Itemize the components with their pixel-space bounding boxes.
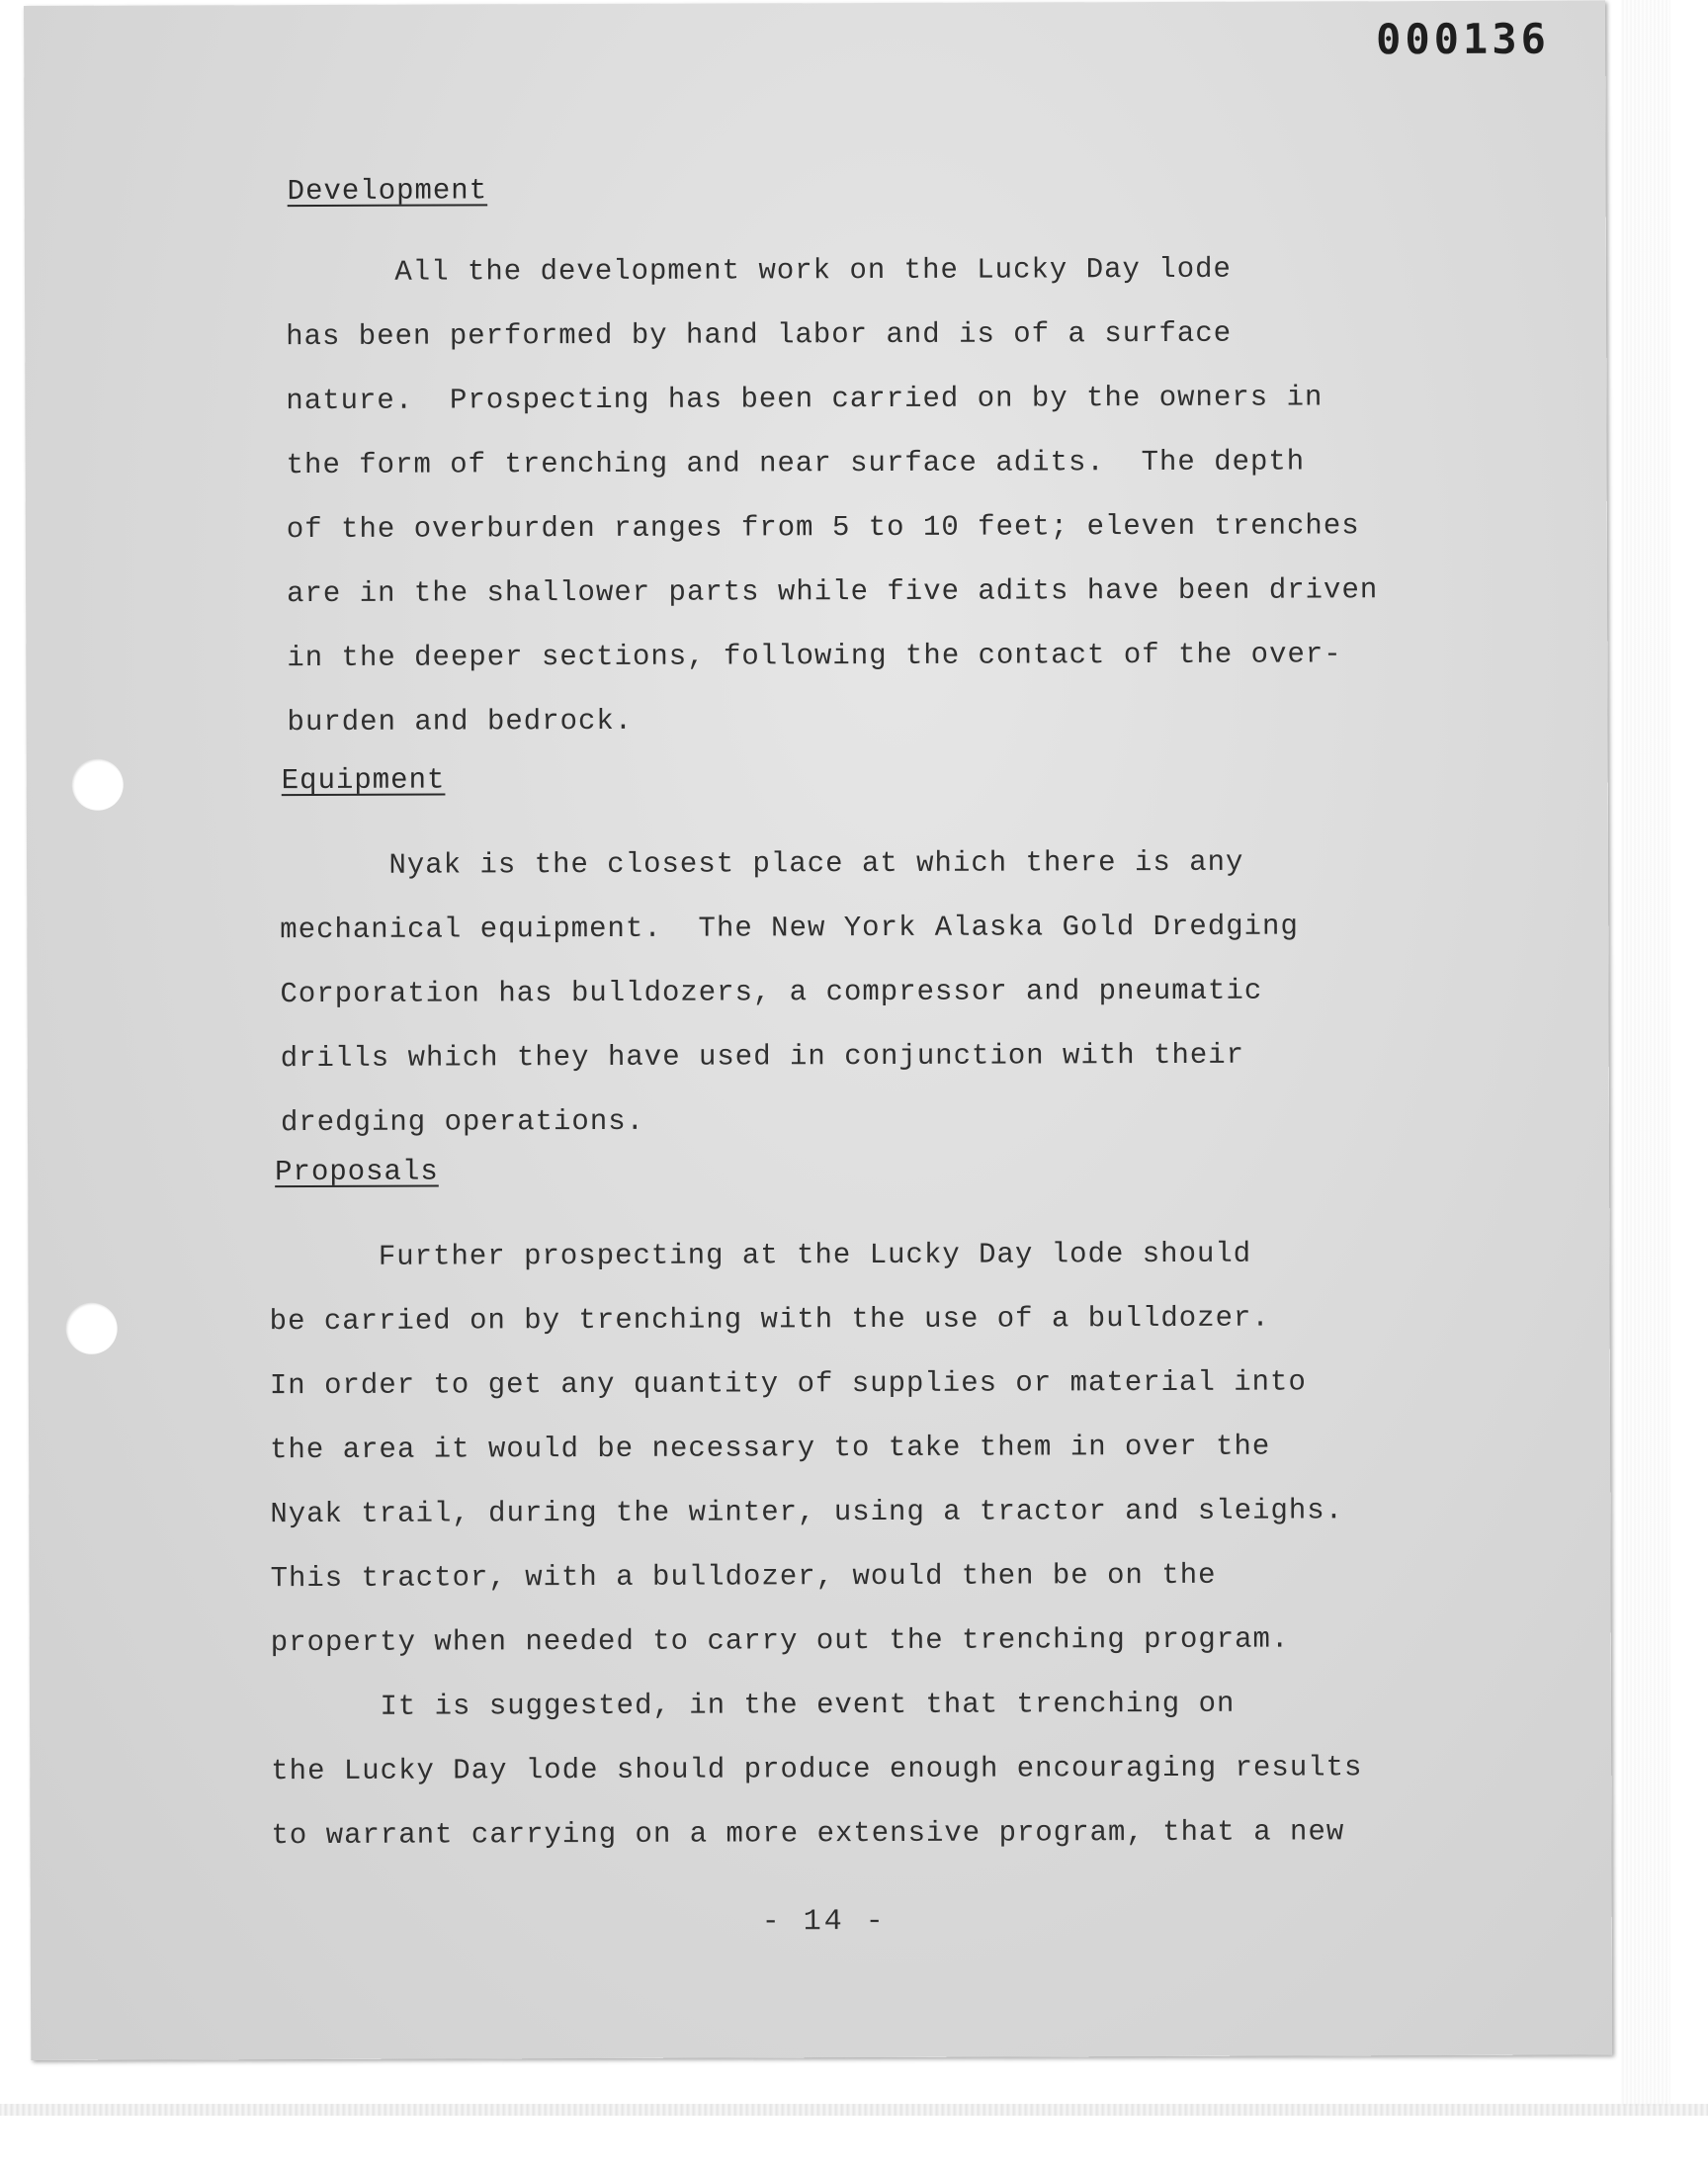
text-line: In order to get any quantity of supplies or material into bbox=[269, 1365, 1307, 1403]
heading-development: Development bbox=[287, 174, 488, 209]
punch-hole-bottom bbox=[66, 1303, 118, 1354]
text-line: be carried on by trenching with the use of a bulldozer. bbox=[269, 1301, 1270, 1339]
heading-proposals: Proposals bbox=[275, 1155, 439, 1189]
text-line: Nyak is the closest place at which there is any bbox=[279, 845, 1244, 883]
paragraph-equipment bbox=[280, 830, 1300, 1156]
text-line: drills which they have used in conjunction with their bbox=[280, 1038, 1245, 1076]
text-line: property when needed to carry out the trenching program. bbox=[270, 1622, 1290, 1660]
text-line: mechanical equipment. The New York Alaska Gold Dredging bbox=[280, 910, 1299, 947]
text-line: It is suggested, in the event that trenching on bbox=[270, 1687, 1236, 1724]
scan-edge-artifact bbox=[1621, 0, 1670, 2106]
scan-bottom-artifact bbox=[0, 2104, 1708, 2116]
text-line: of the overburden ranges from 5 to 10 feet; eleven trenches bbox=[286, 509, 1360, 547]
document-number: 000136 bbox=[1376, 14, 1550, 64]
document-page bbox=[24, 0, 1612, 2060]
punch-hole-top bbox=[72, 759, 124, 811]
text-line: the form of trenching and near surface adits. The depth bbox=[286, 445, 1306, 482]
text-line: are in the shallower parts while five adits have been driven bbox=[287, 573, 1379, 611]
text-line: Nyak trail, during the winter, using a tractor and sleighs. bbox=[270, 1494, 1344, 1531]
text-line: This tractor, with a bulldozer, would then be on the bbox=[270, 1558, 1217, 1596]
page-number: - 14 - bbox=[761, 1904, 887, 1940]
paragraph-proposals bbox=[269, 1221, 1362, 1868]
text-line: in the deeper sections, following the contact of the over- bbox=[287, 638, 1342, 675]
text-line: the Lucky Day lode should produce enough encouraging results bbox=[271, 1751, 1363, 1788]
text-line: nature. Prospecting has been carried on by the owners in bbox=[286, 381, 1324, 418]
paragraph-development bbox=[286, 236, 1379, 754]
text-line: has been performed by hand labor and is of a surface bbox=[286, 316, 1233, 354]
heading-equipment: Equipment bbox=[281, 763, 446, 798]
text-line: burden and bedrock. bbox=[287, 704, 634, 740]
text-line: dredging operations. bbox=[280, 1104, 645, 1140]
text-line: to warrant carrying on a more extensive program, that a new bbox=[271, 1815, 1345, 1853]
text-line: Further prospecting at the Lucky Day lode should bbox=[269, 1237, 1252, 1274]
text-line: Corporation has bulldozers, a compressor and pneumatic bbox=[280, 974, 1263, 1011]
text-line: the area it would be necessary to take them in over the bbox=[270, 1430, 1271, 1467]
text-line: All the development work on the Lucky Day lode bbox=[285, 252, 1232, 290]
